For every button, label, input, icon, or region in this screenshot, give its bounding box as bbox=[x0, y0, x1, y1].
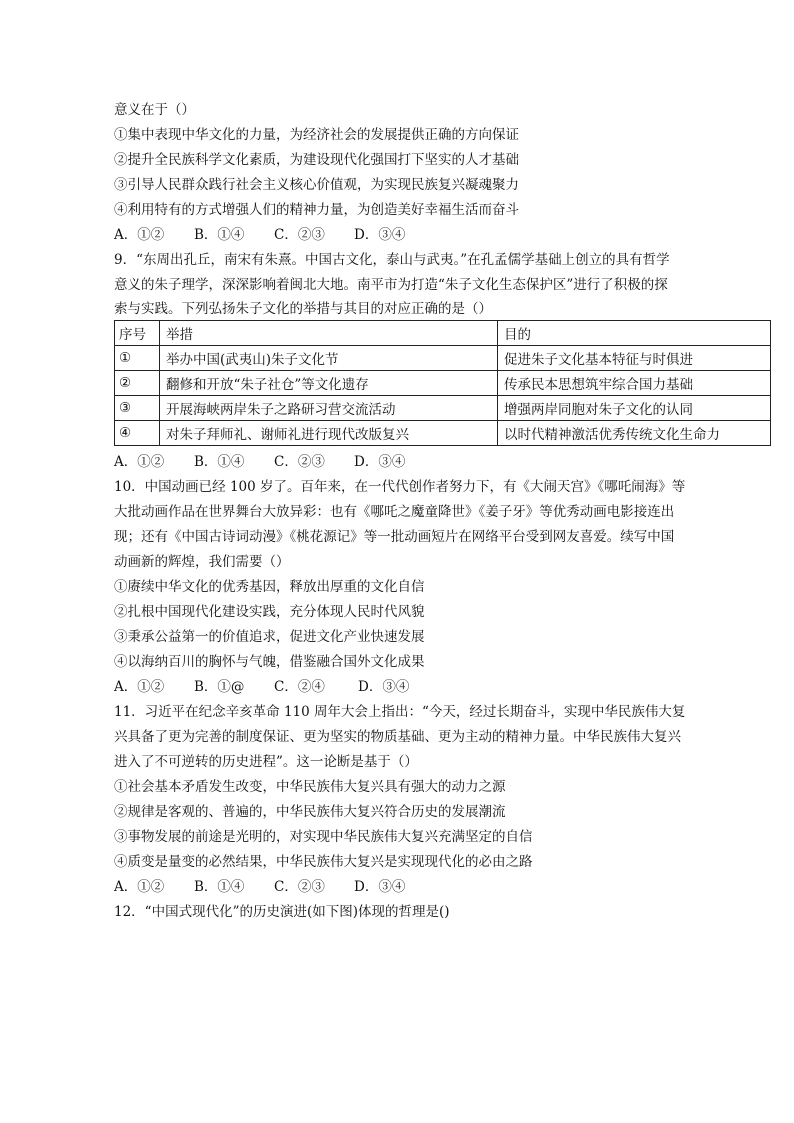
q10-stem-line-2: 大批动画作品在世界舞台大放异彩：也有《哪吒之魔童降世》《姜子牙》等优秀动画电影接连出 bbox=[114, 504, 675, 520]
table-cell: ② bbox=[115, 371, 160, 396]
q9-measures-table bbox=[114, 320, 771, 446]
q10-option-c: C．②④ bbox=[274, 679, 325, 695]
q10-options bbox=[114, 677, 409, 697]
q8-option-c: C．②③ bbox=[274, 227, 325, 243]
q10-option-b: B．①@ bbox=[194, 679, 245, 695]
table-cell: 对朱子拜师礼、谢师礼进行现代改版复兴 bbox=[160, 421, 498, 446]
q10-item-4: ④以海纳百川的胸怀与气魄，借鉴融合国外文化成果 bbox=[114, 654, 425, 670]
q10-item-3: ③秉承公益第一的价值追求，促进文化产业快速发展 bbox=[114, 629, 425, 645]
q9-stem-line-1: 9．“东周出孔丘，南宋有朱熹。中国古文化，泰山与武夷。”在孔孟儒学基础上创立的具有哲学 bbox=[114, 252, 670, 268]
q11-item-1: ①社会基本矛盾发生改变，中华民族伟大复兴具有强大的动力之源 bbox=[114, 779, 506, 795]
q9-option-a: A．①② bbox=[114, 454, 165, 470]
table-cell: 传承民本思想筑牢综合国力基础 bbox=[498, 371, 771, 396]
table-row bbox=[115, 371, 771, 396]
table-cell: ③ bbox=[115, 396, 160, 421]
q10-stem-line-4: 动画新的辉煌，我们需要（） bbox=[114, 554, 290, 570]
q11-item-4: ④质变是量变的必然结果，中华民族伟大复兴是实现现代化的必由之路 bbox=[114, 854, 533, 870]
q11-option-d: D．③④ bbox=[354, 879, 406, 895]
q8-item-3: ③引导人民群众践行社会主义核心价值观，为实现民族复兴凝魂聚力 bbox=[114, 177, 519, 193]
q10-item-1: ①赓续中华文化的优秀基因，释放出厚重的文化自信 bbox=[114, 579, 425, 595]
q8-stem-tail: 意义在于（） bbox=[114, 102, 195, 118]
q11-stem-line-2: 兴具备了更为完善的制度保证、更为坚实的物质基础、更为主动的精神力量。中华民族伟大复兴 bbox=[114, 729, 681, 745]
table-row bbox=[115, 396, 771, 421]
q11-options bbox=[114, 877, 405, 897]
q9-option-c: C．②③ bbox=[274, 454, 325, 470]
table-cell: 以时代精神激活优秀传统文化生命力 bbox=[498, 421, 771, 446]
table-cell: 开展海峡两岸朱子之路研习营交流活动 bbox=[160, 396, 498, 421]
table-cell: 翻修和开放“朱子社仓”等文化遗存 bbox=[160, 371, 498, 396]
table-cell: 促进朱子文化基本特征与时俱进 bbox=[498, 346, 771, 371]
q9-stem-line-3: 索与实践。下列弘扬朱子文化的举措与其目的对应正确的是（） bbox=[114, 301, 492, 317]
q10-item-2: ②扎根中国现代化建设实践，充分体现人民时代风貌 bbox=[114, 604, 425, 620]
table-row bbox=[115, 421, 771, 446]
table-cell: 增强两岸同胞对朱子文化的认同 bbox=[498, 396, 771, 421]
q8-item-4: ④利用特有的方式增强人们的精神力量，为创造美好幸福生活而奋斗 bbox=[114, 202, 519, 218]
q8-option-b: B．①④ bbox=[194, 227, 245, 243]
table-cell: ④ bbox=[115, 421, 160, 446]
q11-stem-line-1: 11．习近平在纪念辛亥革命 110 周年大会上指出：“今天，经过长期奋斗，实现中华民族伟大复 bbox=[114, 704, 686, 720]
table-cell: ① bbox=[115, 346, 160, 371]
q8-options bbox=[114, 225, 405, 245]
q11-option-c: C．②③ bbox=[274, 879, 325, 895]
q12-stem: 12．“中国式现代化”的历史演进(如下图)体现的哲理是() bbox=[114, 904, 450, 920]
table-header-row bbox=[115, 321, 771, 346]
q9-option-b: B．①④ bbox=[194, 454, 245, 470]
q10-stem-line-3: 现；还有《中国古诗词动漫》《桃花源记》等一批动画短片在网络平台受到网友喜爱。续写中国 bbox=[114, 529, 675, 545]
q10-stem-line-1: 10．中国动画已经 100 岁了。百年来，在一代代创作者努力下，有《大闹天宫》《哪吒闹海》等 bbox=[114, 479, 686, 495]
table-cell: 举办中国(武夷山)朱子文化节 bbox=[160, 346, 498, 371]
q8-item-1: ①集中表现中华文化的力量，为经济社会的发展提供正确的方向保证 bbox=[114, 127, 519, 143]
q9-options bbox=[114, 452, 405, 472]
q8-option-d: D．③④ bbox=[354, 227, 406, 243]
q10-option-a: A．①② bbox=[114, 679, 165, 695]
q11-stem-line-3: 进入了不可逆转的历史进程”。这一论断是基于（） bbox=[114, 754, 418, 770]
q11-item-2: ②规律是客观的、普遍的，中华民族伟大复兴符合历史的发展潮流 bbox=[114, 804, 506, 820]
table-header-cell: 举措 bbox=[160, 321, 498, 346]
q10-option-d: D．③④ bbox=[358, 679, 410, 695]
table-header-cell: 目的 bbox=[498, 321, 771, 346]
q9-stem-line-2: 意义的朱子理学，深深影响着闽北大地。南平市为打造“朱子文化生态保护区”进行了积极的探 bbox=[114, 277, 668, 293]
table-header-cell: 序号 bbox=[115, 321, 160, 346]
q11-item-3: ③事物发展的前途是光明的，对实现中华民族伟大复兴充满坚定的自信 bbox=[114, 829, 533, 845]
q8-item-2: ②提升全民族科学文化素质，为建设现代化强国打下坚实的人才基础 bbox=[114, 152, 519, 168]
q11-option-b: B．①④ bbox=[194, 879, 245, 895]
table-row bbox=[115, 346, 771, 371]
q8-option-a: A．①② bbox=[114, 227, 165, 243]
q11-option-a: A．①② bbox=[114, 879, 165, 895]
q9-option-d: D．③④ bbox=[354, 454, 406, 470]
